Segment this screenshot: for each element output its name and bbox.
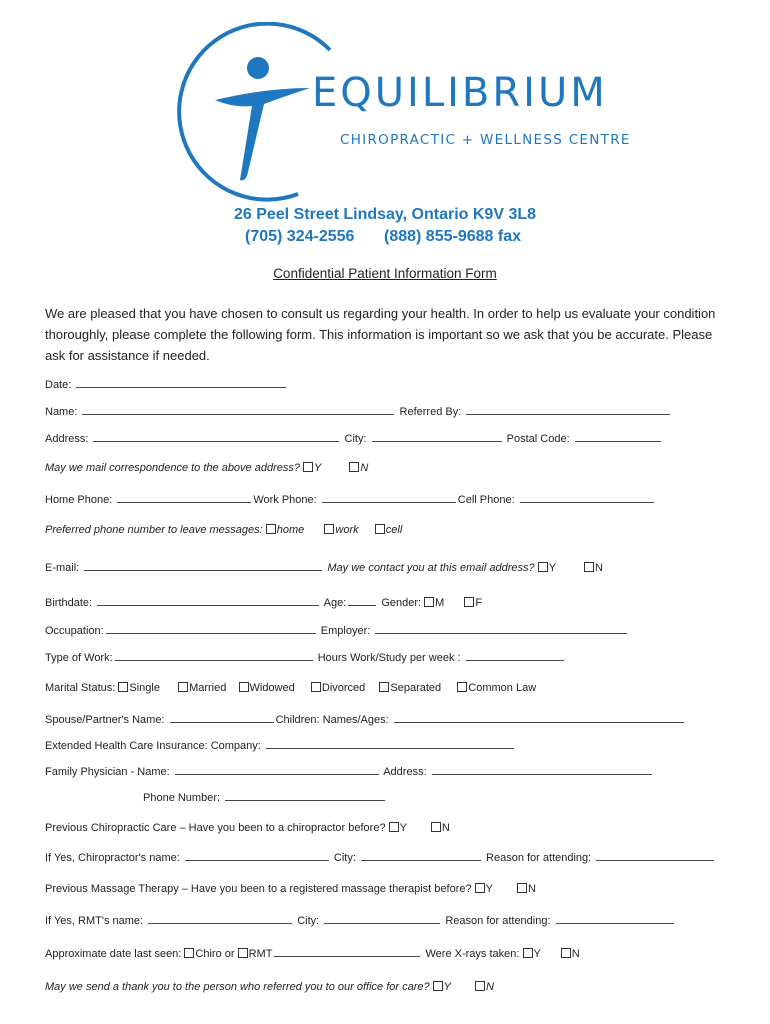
rmt-city-field[interactable] [324, 912, 440, 924]
gender-m-checkbox[interactable] [424, 597, 434, 607]
gender-f-label: F [475, 597, 483, 609]
address-row [45, 430, 663, 445]
children-field[interactable] [394, 711, 684, 723]
massage-yes-label: Y [485, 883, 493, 895]
referred-by-label: Referred By: [399, 406, 462, 418]
date-row [45, 376, 288, 391]
chiro-reason-field[interactable] [596, 849, 714, 861]
pref-home-label: home [276, 524, 305, 536]
intro-paragraph: We are pleased that you have chosen to consult us regarding your health. In order to help us evaluate your condition thoroughly, please complete the following form. This information is important so we ask that you be accurate. Please ask for assistance if needed. [45, 306, 716, 363]
married-checkbox[interactable] [178, 682, 188, 692]
rmt-reason-field[interactable] [556, 912, 674, 924]
occupation-label: Occupation: [45, 625, 104, 637]
widowed-checkbox[interactable] [239, 682, 249, 692]
email-question-label: May we contact you at this email address? [327, 562, 535, 574]
email-no-label: N [594, 562, 603, 574]
mail-yes-label: Y [314, 462, 322, 474]
form-title: Confidential Patient Information Form [273, 266, 497, 281]
logo-subtitle: CHIROPRACTIC + WELLNESS CENTRE [340, 132, 631, 148]
married-label: Married [189, 682, 227, 694]
cell-phone-label: Cell Phone: [457, 494, 515, 506]
chiro-yes-label: Y [399, 822, 407, 834]
clinic-fax: (888) 855-9688 fax [384, 228, 521, 245]
type-of-work-row [45, 649, 566, 664]
postal-code-field[interactable] [575, 430, 661, 442]
city-field[interactable] [372, 430, 502, 442]
single-checkbox[interactable] [118, 682, 128, 692]
widowed-label: Widowed [249, 682, 295, 694]
xrays-yes-label: Y [533, 948, 541, 960]
physician-phone-label: Phone Number: [143, 792, 221, 804]
thank-no-label: N [485, 981, 494, 993]
clinic-phone: (705) 324-2556 [245, 228, 355, 245]
massage-no-checkbox[interactable] [517, 883, 527, 893]
email-row [45, 559, 603, 574]
birthdate-row [45, 594, 482, 609]
single-label: Single [129, 682, 160, 694]
home-phone-label: Home Phone: [45, 494, 113, 506]
address-label: Address: [45, 433, 89, 445]
physician-address-label: Address: [383, 766, 427, 778]
postal-code-label: Postal Code: [506, 433, 570, 445]
marital-label: Marital Status: [45, 682, 116, 694]
insurance-label: Extended Health Care Insurance: Company: [45, 740, 261, 752]
physician-phone-field[interactable] [225, 789, 385, 801]
common-law-label: Common Law [468, 682, 537, 694]
thank-yes-label: Y [443, 981, 451, 993]
cell-phone-field[interactable] [520, 491, 654, 503]
chiro-yes-checkbox[interactable] [389, 822, 399, 832]
chiro-reason-label: Reason for attending: [486, 852, 592, 864]
email-label: E-mail: [45, 562, 80, 574]
rmt-city-label: City: [297, 915, 320, 927]
last-seen-rmt-checkbox[interactable] [238, 948, 248, 958]
email-field[interactable] [84, 559, 322, 571]
thank-you-row [45, 981, 494, 993]
massage-yes-checkbox[interactable] [475, 883, 485, 893]
city-label: City: [344, 433, 367, 445]
rmt-label: RMT [248, 948, 273, 960]
date-field[interactable] [76, 376, 286, 388]
divorced-checkbox[interactable] [311, 682, 321, 692]
age-field[interactable] [348, 594, 376, 606]
email-no-checkbox[interactable] [584, 562, 594, 572]
gender-f-checkbox[interactable] [464, 597, 474, 607]
birthdate-field[interactable] [97, 594, 319, 606]
prev-massage-row [45, 883, 536, 895]
home-phone-field[interactable] [117, 491, 251, 503]
separated-label: Separated [390, 682, 442, 694]
chiro-no-checkbox[interactable] [431, 822, 441, 832]
rmt-name-row [45, 912, 676, 927]
address-field[interactable] [93, 430, 339, 442]
xrays-no-label: N [571, 948, 580, 960]
last-seen-chiro-checkbox[interactable] [184, 948, 194, 958]
type-of-work-label: Type of Work: [45, 652, 113, 664]
chiro-city-label: City: [333, 852, 356, 864]
mail-question-row [45, 462, 368, 474]
separated-checkbox[interactable] [379, 682, 389, 692]
physician-name-field[interactable] [175, 763, 379, 775]
physician-label: Family Physician - Name: [45, 766, 170, 778]
name-field[interactable] [82, 403, 394, 415]
thank-yes-checkbox[interactable] [433, 981, 443, 991]
prev-massage-label: Previous Massage Therapy – Have you been to a registered massage therapist before? [45, 883, 472, 895]
spouse-field[interactable] [170, 711, 274, 723]
rmt-name-field[interactable] [148, 912, 292, 924]
name-label: Name: [45, 406, 78, 418]
preferred-phone-label: Preferred phone number to leave messages: [45, 524, 263, 536]
clinic-address: 26 Peel Street Lindsay, Ontario K9V 3L8 [233, 206, 537, 223]
divorced-label: Divorced [321, 682, 366, 694]
pref-cell-checkbox[interactable] [375, 524, 385, 534]
xrays-yes-checkbox[interactable] [523, 948, 533, 958]
occupation-row [45, 622, 629, 637]
mail-no-label: N [360, 462, 369, 474]
date-label: Date: [45, 379, 72, 391]
logo-title: EQUILIBRIUM [312, 70, 608, 116]
spouse-row [45, 711, 686, 726]
email-yes-label: Y [548, 562, 556, 574]
common-law-checkbox[interactable] [457, 682, 467, 692]
hours-label: Hours Work/Study per week : [317, 652, 461, 664]
chiro-name-label: If Yes, Chiropractor's name: [45, 852, 180, 864]
age-label: Age: [323, 597, 347, 609]
chiro-name-row [45, 849, 716, 864]
mail-no-checkbox[interactable] [349, 462, 359, 472]
approx-date-row [45, 945, 580, 960]
pref-home-checkbox[interactable] [266, 524, 276, 534]
spouse-label: Spouse/Partner's Name: [45, 714, 165, 726]
type-of-work-field[interactable] [115, 649, 313, 661]
chiro-no-label: N [441, 822, 450, 834]
prev-chiro-label: Previous Chiropractic Care – Have you been to a chiropractor before? [45, 822, 386, 834]
work-phone-field[interactable] [322, 491, 456, 503]
prev-chiro-row [45, 822, 450, 834]
hours-field[interactable] [466, 649, 564, 661]
physician-row [45, 763, 654, 778]
massage-no-label: N [527, 883, 536, 895]
physician-phone-row [143, 789, 387, 804]
mail-yes-checkbox[interactable] [303, 462, 313, 472]
occupation-field[interactable] [106, 622, 316, 634]
employer-field[interactable] [375, 622, 627, 634]
referred-by-field[interactable] [466, 403, 670, 415]
insurance-row [45, 737, 516, 752]
children-label: Children: Names/Ages: [275, 714, 389, 726]
gender-label: Gender: [381, 597, 422, 609]
mail-question-label: May we mail correspondence to the above address? [45, 462, 300, 474]
pref-work-checkbox[interactable] [324, 524, 334, 534]
chiro-name-field[interactable] [185, 849, 329, 861]
birthdate-label: Birthdate: [45, 597, 93, 609]
chiro-or-label: Chiro or [195, 948, 235, 960]
gender-m-label: M [435, 597, 445, 609]
xrays-no-checkbox[interactable] [561, 948, 571, 958]
xrays-label: Were X-rays taken: [425, 948, 520, 960]
physician-address-field[interactable] [432, 763, 652, 775]
chiro-city-field[interactable] [361, 849, 481, 861]
name-row [45, 403, 672, 418]
employer-label: Employer: [320, 625, 371, 637]
approx-date-field[interactable] [274, 945, 420, 957]
rmt-name-label: If Yes, RMT's name: [45, 915, 144, 927]
pref-work-label: work [335, 524, 359, 536]
thank-you-label: May we send a thank you to the person who referred you to our office for care? [45, 981, 430, 993]
email-yes-checkbox[interactable] [538, 562, 548, 572]
thank-no-checkbox[interactable] [475, 981, 485, 991]
phones-row [45, 491, 656, 506]
marital-row [45, 682, 536, 694]
insurance-field[interactable] [266, 737, 514, 749]
rmt-reason-label: Reason for attending: [445, 915, 551, 927]
preferred-phone-row [45, 524, 402, 536]
work-phone-label: Work Phone: [253, 494, 317, 506]
approx-date-label: Approximate date last seen: [45, 948, 182, 960]
pref-cell-label: cell [385, 524, 403, 536]
